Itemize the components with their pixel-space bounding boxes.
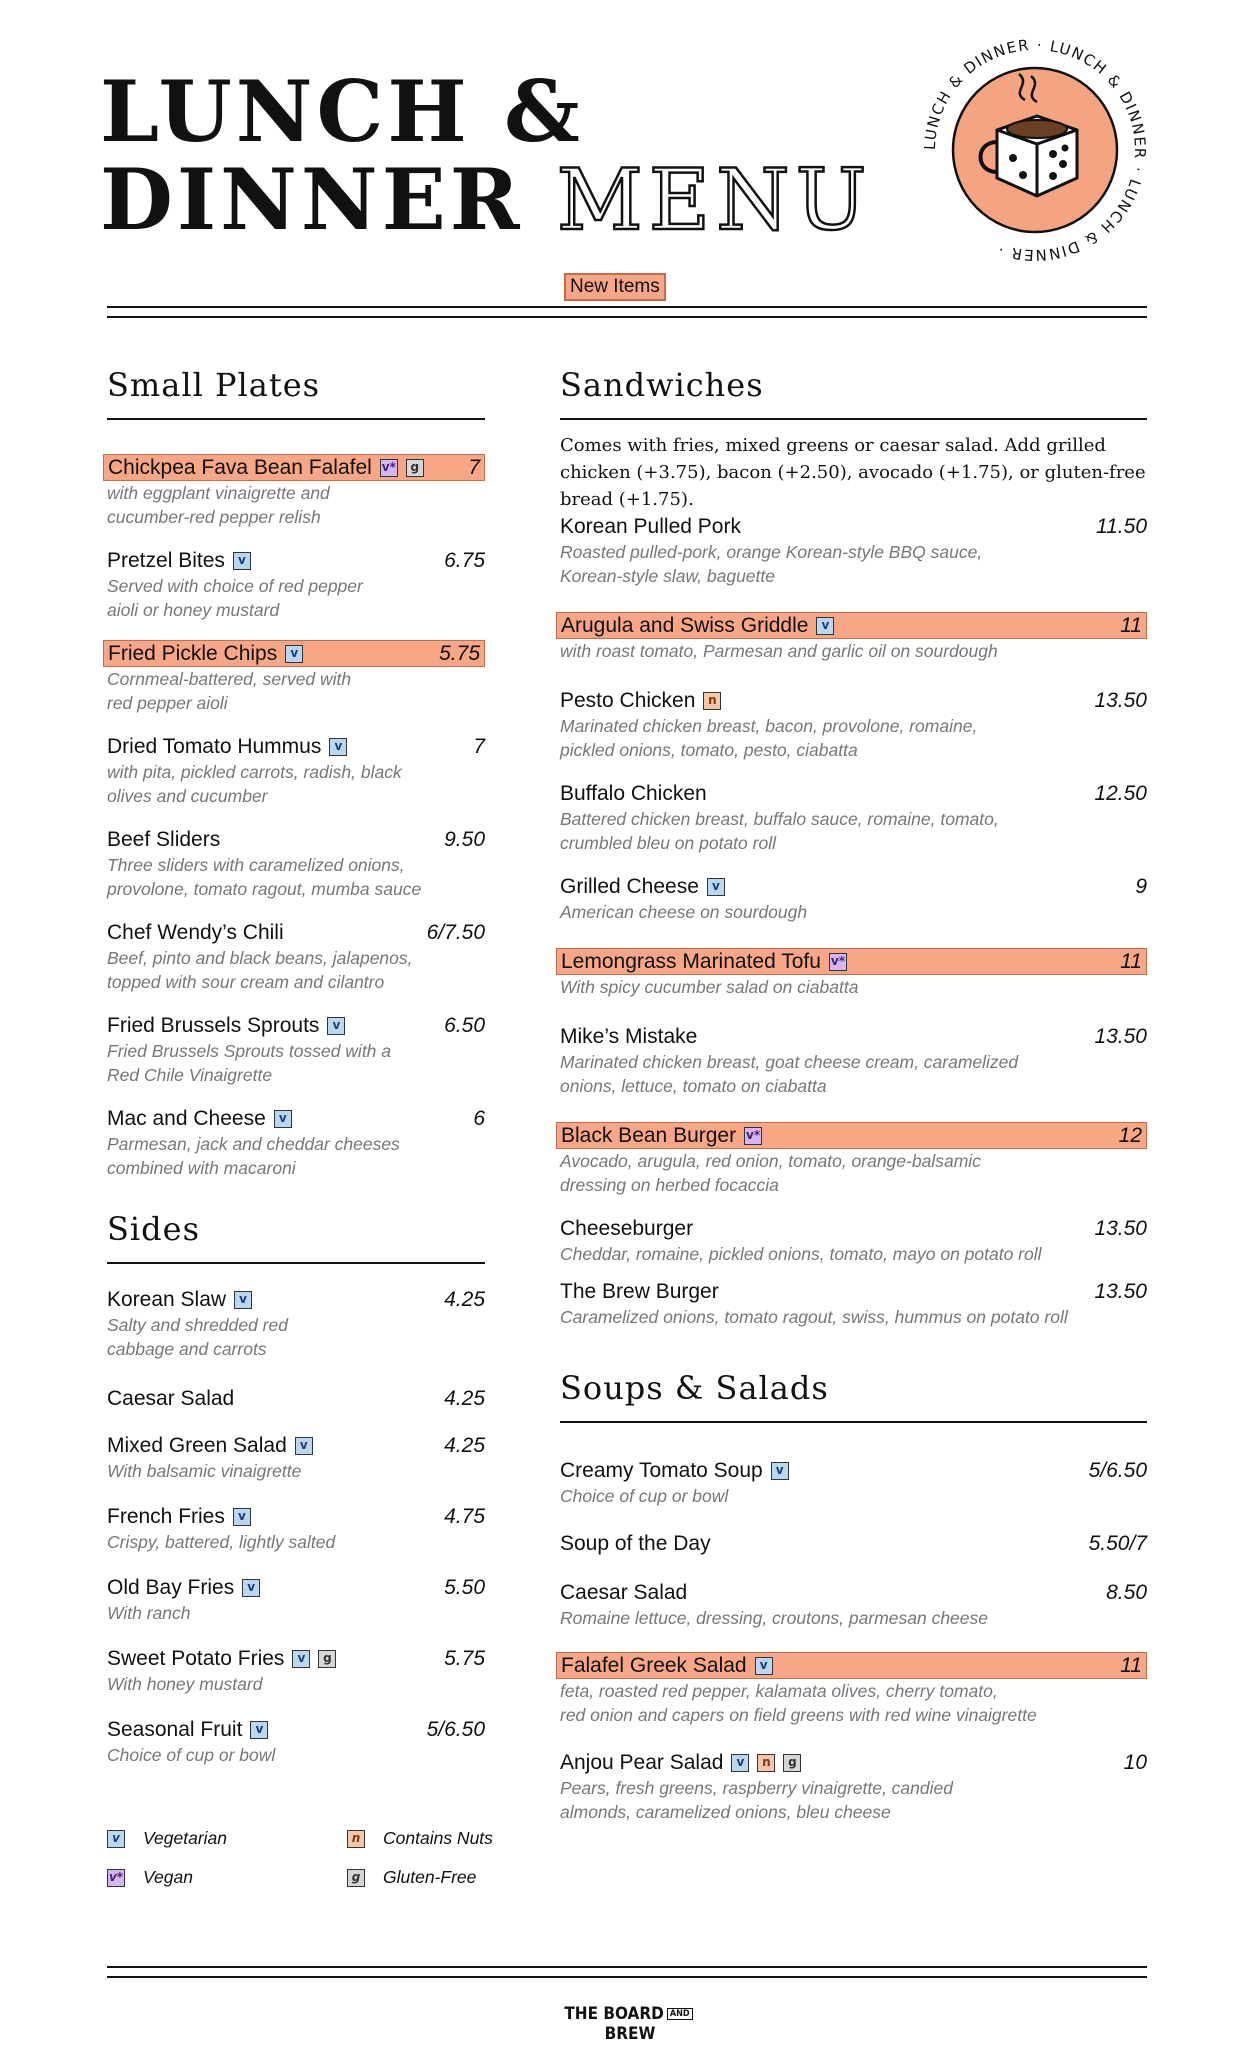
menu-item-row bbox=[560, 1215, 1147, 1242]
menu-item-name: French Fries bbox=[107, 1504, 225, 1528]
legend-label: Gluten-Free bbox=[383, 1867, 477, 1887]
menu-item-name-group bbox=[108, 642, 303, 666]
vegetarian-tag-icon: v bbox=[329, 738, 347, 756]
menu-item-description: Romaine lettuce, dressing, croutons, parmesan cheese bbox=[560, 1608, 989, 1628]
menu-item-row bbox=[107, 1645, 485, 1672]
menu-item-description: Choice of cup or bowl bbox=[560, 1486, 729, 1506]
menu-item-price: 8.50 bbox=[1106, 1580, 1147, 1604]
menu-item bbox=[560, 1530, 1147, 1557]
vegetarian-tag-icon: v bbox=[233, 1508, 251, 1526]
menu-item-name: Black Bean Burger bbox=[561, 1123, 737, 1147]
legend-item bbox=[107, 1828, 347, 1849]
menu-item bbox=[107, 1105, 485, 1180]
vegetarian-tag-icon: v bbox=[250, 1721, 268, 1739]
menu-item-name: Mike’s Mistake bbox=[560, 1024, 698, 1048]
sandwiches-list bbox=[560, 513, 1147, 1329]
menu-item bbox=[560, 1749, 1147, 1824]
menu-item-description: Cornmeal-battered, served with red pepper aioli bbox=[107, 669, 352, 713]
menu-item-price: 4.25 bbox=[444, 1433, 485, 1457]
menu-item bbox=[560, 513, 1147, 588]
menu-item-name-group bbox=[560, 1280, 719, 1304]
menu-item bbox=[107, 826, 485, 901]
menu-item-price: 5.75 bbox=[439, 641, 480, 665]
menu-item-row bbox=[103, 454, 485, 481]
legend-label: Vegetarian bbox=[143, 1828, 227, 1848]
legend-item bbox=[347, 1828, 527, 1849]
menu-item bbox=[107, 733, 485, 808]
badge-ring-text: LUNCH & DINNER · LUNCH & DINNER · LUNCH & DINNER · bbox=[920, 35, 1150, 265]
menu-item-description: Salty and shredded red cabbage and carrots bbox=[107, 1315, 288, 1359]
menu-item-name: Chickpea Fava Bean Falafel bbox=[108, 455, 372, 479]
menu-item-name-group bbox=[561, 950, 847, 974]
vegan-tag-icon: v* bbox=[744, 1127, 762, 1145]
menu-item-name-group bbox=[560, 515, 741, 539]
menu-item-description: Beef, pinto and black beans, jalapenos, topped with sour cream and cilantro bbox=[107, 948, 413, 992]
menu-item-name: Caesar Salad bbox=[107, 1386, 235, 1410]
menu-item-row bbox=[560, 1023, 1147, 1050]
menu-item-name-group bbox=[560, 1459, 789, 1483]
menu-item-price: 13.50 bbox=[1094, 1216, 1147, 1240]
menu-item-row bbox=[560, 1530, 1147, 1557]
menu-item-name-group bbox=[560, 875, 725, 899]
menu-item-name: Grilled Cheese bbox=[560, 874, 699, 898]
vegan-tag-icon: v* bbox=[107, 1869, 125, 1887]
footer-divider bbox=[107, 1966, 1147, 1978]
menu-item bbox=[560, 1652, 1147, 1727]
menu-item-price: 9.50 bbox=[444, 827, 485, 851]
menu-item-name-group bbox=[560, 1217, 693, 1241]
menu-item-name: Caesar Salad bbox=[560, 1580, 688, 1604]
menu-item-row bbox=[107, 826, 485, 853]
legend-label: Vegan bbox=[143, 1867, 193, 1887]
menu-item-row bbox=[103, 640, 485, 667]
menu-item-name: Cheeseburger bbox=[560, 1216, 694, 1240]
menu-item-description: With spicy cucumber salad on ciabatta bbox=[560, 977, 859, 997]
menu-item bbox=[560, 687, 1147, 762]
section-heading-sides: Sides bbox=[107, 1210, 485, 1264]
menu-item-name-group bbox=[560, 689, 721, 713]
menu-item-name: Mixed Green Salad bbox=[107, 1433, 287, 1457]
section-heading-soups-salads: Soups & Salads bbox=[560, 1369, 1147, 1423]
menu-item-price: 12.50 bbox=[1094, 781, 1147, 805]
menu-item bbox=[107, 1286, 485, 1361]
menu-item bbox=[560, 1122, 1147, 1197]
menu-item bbox=[107, 1645, 485, 1696]
menu-item-description: Roasted pulled-pork, orange Korean-style BBQ sauce, Korean-style slaw, baguette bbox=[560, 542, 983, 586]
menu-item-price: 7 bbox=[473, 734, 485, 758]
menu-item bbox=[107, 1012, 485, 1087]
brand-and: AND bbox=[667, 2008, 693, 2020]
menu-item-name-group bbox=[107, 1014, 345, 1038]
menu-item-price: 5.50/7 bbox=[1088, 1531, 1147, 1555]
title-line-2 bbox=[100, 150, 873, 249]
menu-item-description: Choice of cup or bowl bbox=[107, 1745, 276, 1765]
menu-item-price: 5.75 bbox=[444, 1646, 485, 1670]
dietary-legend bbox=[107, 1828, 527, 1888]
menu-item-price: 5.50 bbox=[444, 1575, 485, 1599]
menu-item-name-group bbox=[107, 921, 284, 945]
menu-item-description: With balsamic vinaigrette bbox=[107, 1461, 302, 1481]
menu-item-description: Battered chicken breast, buffalo sauce, romaine, tomato, crumbled bleu on potato roll bbox=[560, 809, 999, 853]
menu-item-row bbox=[560, 873, 1147, 900]
menu-item-description: With ranch bbox=[107, 1603, 191, 1623]
menu-item bbox=[107, 1503, 485, 1554]
menu-item-name-group bbox=[560, 1025, 697, 1049]
title-line-1: LUNCH & bbox=[100, 62, 584, 161]
menu-item-price: 5/6.50 bbox=[426, 1717, 485, 1741]
menu-item bbox=[560, 1023, 1147, 1098]
vegetarian-tag-icon: v bbox=[755, 1657, 773, 1675]
menu-item-name: Korean Pulled Pork bbox=[560, 514, 741, 538]
menu-item-name-group bbox=[560, 782, 707, 806]
menu-item-row bbox=[107, 1503, 485, 1530]
menu-item-row bbox=[107, 1716, 485, 1743]
menu-item-name: Seasonal Fruit bbox=[107, 1717, 243, 1741]
menu-item-price: 4.75 bbox=[444, 1504, 485, 1528]
menu-item-description: American cheese on sourdough bbox=[560, 902, 808, 922]
menu-item-name: Old Bay Fries bbox=[107, 1575, 235, 1599]
menu-item-price: 13.50 bbox=[1094, 1279, 1147, 1303]
menu-item-price: 6/7.50 bbox=[426, 920, 485, 944]
menu-item-row bbox=[560, 513, 1147, 540]
vegetarian-tag-icon: v bbox=[327, 1017, 345, 1035]
menu-item-name: Fried Pickle Chips bbox=[108, 641, 278, 665]
menu-item-row bbox=[107, 733, 485, 760]
menu-item-row bbox=[107, 547, 485, 574]
menu-item-row bbox=[560, 687, 1147, 714]
menu-item-price: 10 bbox=[1123, 1750, 1147, 1774]
menu-item-description: Crispy, battered, lightly salted bbox=[107, 1532, 336, 1552]
menu-item-name-group bbox=[560, 1751, 801, 1775]
menu-item-price: 5/6.50 bbox=[1088, 1458, 1147, 1482]
menu-item-name-group bbox=[107, 735, 347, 759]
menu-item-price: 4.25 bbox=[444, 1386, 485, 1410]
menu-item-row bbox=[556, 612, 1147, 639]
menu-item-price: 12 bbox=[1118, 1123, 1142, 1147]
menu-item-name: Sweet Potato Fries bbox=[107, 1646, 285, 1670]
menu-item-row bbox=[560, 1749, 1147, 1776]
menu-item-description: Caramelized onions, tomato ragout, swiss, hummus on potato roll bbox=[560, 1307, 1068, 1327]
menu-item-price: 6.75 bbox=[444, 548, 485, 572]
menu-item-price: 13.50 bbox=[1094, 1024, 1147, 1048]
menu-item-price: 9 bbox=[1135, 874, 1147, 898]
menu-item-name-group bbox=[560, 1532, 711, 1556]
menu-item-name: Soup of the Day bbox=[560, 1531, 711, 1555]
menu-item-name-group bbox=[561, 614, 834, 638]
menu-item-name: Beef Sliders bbox=[107, 827, 221, 851]
menu-item-name: Korean Slaw bbox=[107, 1287, 227, 1311]
menu-item-name-group bbox=[561, 1124, 762, 1148]
menu-item-price: 11 bbox=[1120, 1653, 1142, 1677]
menu-item-row bbox=[107, 1385, 485, 1412]
menu-item-price: 6.50 bbox=[444, 1013, 485, 1037]
menu-item bbox=[560, 948, 1147, 999]
vegetarian-tag-icon: v bbox=[274, 1110, 292, 1128]
right-column bbox=[560, 366, 1147, 1824]
vegetarian-tag-icon: v bbox=[295, 1437, 313, 1455]
menu-item-name: Buffalo Chicken bbox=[560, 781, 707, 805]
menu-item-name: Dried Tomato Hummus bbox=[107, 734, 322, 758]
menu-item-description: with roast tomato, Parmesan and garlic oil on sourdough bbox=[560, 641, 998, 661]
menu-item bbox=[560, 1579, 1147, 1630]
vegetarian-tag-icon: v bbox=[234, 1291, 252, 1309]
vegetarian-tag-icon: v bbox=[292, 1650, 310, 1668]
menu-item-name: Falafel Greek Salad bbox=[561, 1653, 747, 1677]
menu-item-description: feta, roasted red pepper, kalamata olives, cherry tomato, red onion and capers on field greens with red wine vinaigrette bbox=[560, 1681, 1037, 1725]
menu-item-row bbox=[556, 1122, 1147, 1149]
vegetarian-tag-icon: v bbox=[731, 1754, 749, 1772]
menu-item-name-group bbox=[560, 1581, 687, 1605]
vegan-tag-icon: v* bbox=[380, 459, 398, 477]
menu-item bbox=[107, 1574, 485, 1625]
menu-item-description: Marinated chicken breast, goat cheese cream, caramelized onions, lettuce, tomato on ciabatta bbox=[560, 1052, 1019, 1096]
menu-item bbox=[560, 780, 1147, 855]
sides-list bbox=[107, 1286, 485, 1767]
vegetarian-tag-icon: v bbox=[233, 552, 251, 570]
menu-item-price: 6 bbox=[473, 1106, 485, 1130]
menu-title bbox=[100, 62, 873, 249]
vegetarian-tag-icon: v bbox=[707, 878, 725, 896]
sandwiches-intro: Comes with fries, mixed greens or caesar salad. Add grilled chicken (+3.75), bacon (+2.50), avocado (+1.75), or gluten-free bread (+1.75). bbox=[560, 435, 1146, 510]
menu-item-name-group bbox=[107, 1647, 336, 1671]
title-menu-outline: MENU bbox=[556, 151, 873, 249]
menu-item bbox=[107, 454, 485, 529]
section-heading-sandwiches: Sandwiches bbox=[560, 366, 1147, 420]
menu-item-name-group bbox=[107, 1434, 313, 1458]
menu-item-name: Arugula and Swiss Griddle bbox=[561, 613, 809, 637]
menu-item-price: 11.50 bbox=[1096, 514, 1147, 538]
menu-item-row bbox=[107, 1286, 485, 1313]
menu-item-row bbox=[107, 1105, 485, 1132]
menu-item-price: 11 bbox=[1120, 949, 1142, 973]
gluten-free-tag-icon: g bbox=[783, 1754, 801, 1772]
menu-item-row bbox=[560, 1457, 1147, 1484]
menu-item-name: Mac and Cheese bbox=[107, 1106, 266, 1130]
title-dinner: DINNER bbox=[100, 150, 524, 249]
menu-item-description: Parmesan, jack and cheddar cheeses combined with macaroni bbox=[107, 1134, 400, 1178]
menu-item-description: Marinated chicken breast, bacon, provolone, romaine, pickled onions, tomato, pesto, ciabatta bbox=[560, 716, 978, 760]
menu-item-row bbox=[107, 919, 485, 946]
lunch-dinner-badge-logo bbox=[915, 30, 1155, 270]
menu-item-name-group bbox=[107, 549, 251, 573]
brand-left: THE BOARD bbox=[564, 2004, 664, 2024]
menu-item-row bbox=[556, 948, 1147, 975]
menu-item-row bbox=[107, 1012, 485, 1039]
menu-item bbox=[107, 1385, 485, 1412]
menu-item bbox=[560, 1215, 1147, 1266]
section-heading-small-plates: Small Plates bbox=[107, 366, 485, 420]
menu-item bbox=[560, 1278, 1147, 1329]
menu-item-description: Cheddar, romaine, pickled onions, tomato, mayo on potato roll bbox=[560, 1244, 1042, 1264]
menu-item-name-group bbox=[107, 1107, 292, 1131]
menu-item bbox=[107, 919, 485, 994]
contains-nuts-tag-icon: n bbox=[347, 1830, 365, 1848]
menu-item-row bbox=[560, 1579, 1147, 1606]
left-column bbox=[107, 366, 485, 1767]
menu-item-name: Pesto Chicken bbox=[560, 688, 696, 712]
menu-item bbox=[560, 612, 1147, 663]
legend-item bbox=[347, 1867, 527, 1888]
vegetarian-tag-icon: v bbox=[816, 617, 834, 635]
menu-item-name: Anjou Pear Salad bbox=[560, 1750, 724, 1774]
contains-nuts-tag-icon: n bbox=[703, 692, 721, 710]
menu-item-row bbox=[560, 780, 1147, 807]
contains-nuts-tag-icon: n bbox=[757, 1754, 775, 1772]
menu-item-description: Three sliders with caramelized onions, provolone, tomato ragout, mumba sauce bbox=[107, 855, 422, 899]
new-items-legend: New Items bbox=[564, 273, 666, 301]
menu-item-name-group bbox=[561, 1654, 773, 1678]
legend-item bbox=[107, 1867, 347, 1888]
menu-item-description: Avocado, arugula, red onion, tomato, orange-balsamic dressing on herbed focaccia bbox=[560, 1151, 981, 1195]
menu-item-name: Fried Brussels Sprouts bbox=[107, 1013, 320, 1037]
vegetarian-tag-icon: v bbox=[242, 1579, 260, 1597]
menu-item-name: Chef Wendy’s Chili bbox=[107, 920, 284, 944]
menu-item bbox=[560, 1457, 1147, 1508]
menu-item-name-group bbox=[107, 828, 220, 852]
menu-item-row bbox=[556, 1652, 1147, 1679]
board-and-brew-logo bbox=[555, 2004, 705, 2044]
menu-item-price: 7 bbox=[468, 455, 480, 479]
menu-item-name-group bbox=[108, 456, 424, 480]
menu-item-name: Creamy Tomato Soup bbox=[560, 1458, 763, 1482]
menu-item-name-group bbox=[107, 1576, 260, 1600]
menu-item-description: with eggplant vinaigrette and cucumber-red pepper relish bbox=[107, 483, 330, 527]
gluten-free-tag-icon: g bbox=[347, 1869, 365, 1887]
vegetarian-tag-icon: v bbox=[107, 1830, 125, 1848]
header-divider bbox=[107, 306, 1147, 318]
legend-label: Contains Nuts bbox=[383, 1828, 493, 1848]
menu-item-price: 11 bbox=[1120, 613, 1142, 637]
menu-item-price: 13.50 bbox=[1094, 688, 1147, 712]
menu-item bbox=[107, 1432, 485, 1483]
vegetarian-tag-icon: v bbox=[771, 1462, 789, 1480]
menu-item-name-group bbox=[107, 1387, 234, 1411]
menu-item-name-group bbox=[107, 1718, 268, 1742]
menu-item-row bbox=[107, 1574, 485, 1601]
menu-item bbox=[107, 547, 485, 622]
brand-right: BREW bbox=[604, 2024, 656, 2044]
menu-item-description: With honey mustard bbox=[107, 1674, 263, 1694]
small-plates-list bbox=[107, 454, 485, 1180]
gluten-free-tag-icon: g bbox=[318, 1650, 336, 1668]
menu-item-row bbox=[560, 1278, 1147, 1305]
menu-item bbox=[560, 873, 1147, 924]
soups-salads-list bbox=[560, 1457, 1147, 1824]
menu-item-price: 4.25 bbox=[444, 1287, 485, 1311]
gluten-free-tag-icon: g bbox=[406, 459, 424, 477]
vegetarian-tag-icon: v bbox=[285, 645, 303, 663]
menu-item bbox=[107, 640, 485, 715]
menu-item-description: with pita, pickled carrots, radish, black olives and cucumber bbox=[107, 762, 402, 806]
menu-item-name: Pretzel Bites bbox=[107, 548, 225, 572]
menu-item-name-group bbox=[107, 1505, 251, 1529]
menu-item-description: Pears, fresh greens, raspberry vinaigrette, candied almonds, caramelized onions, bleu cheese bbox=[560, 1778, 953, 1822]
vegan-tag-icon: v* bbox=[829, 953, 847, 971]
menu-item-name-group bbox=[107, 1288, 252, 1312]
menu-item-description: Served with choice of red pepper aioli or honey mustard bbox=[107, 576, 363, 620]
menu-item-name: Lemongrass Marinated Tofu bbox=[561, 949, 821, 973]
menu-item-name: The Brew Burger bbox=[560, 1279, 719, 1303]
menu-item-row bbox=[107, 1432, 485, 1459]
menu-item bbox=[107, 1716, 485, 1767]
menu-item-description: Fried Brussels Sprouts tossed with a Red Chile Vinaigrette bbox=[107, 1041, 392, 1085]
